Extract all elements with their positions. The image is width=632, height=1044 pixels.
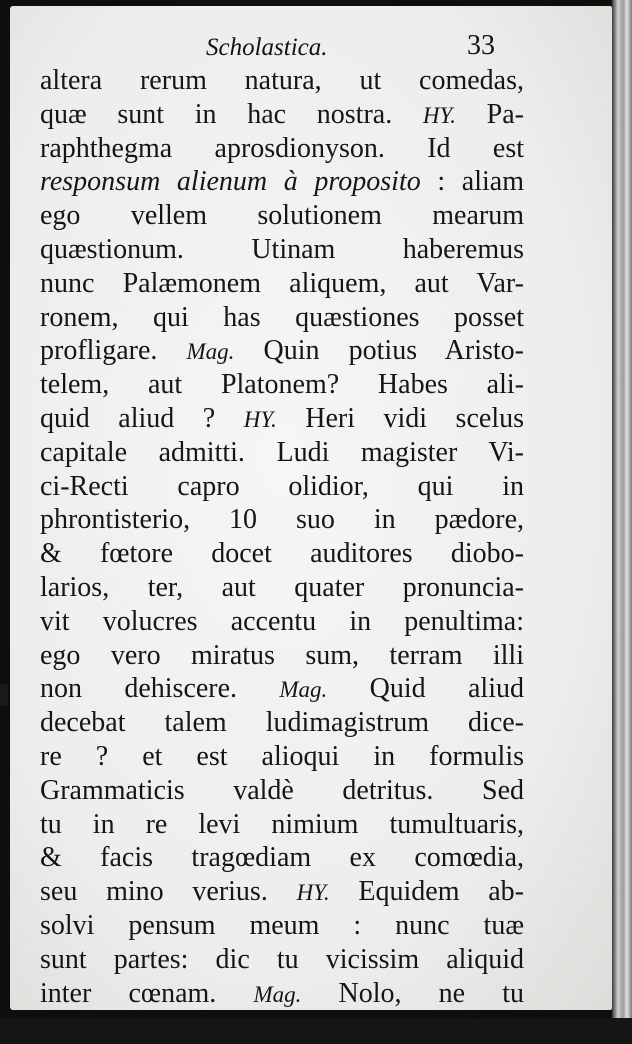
page-number: 33 (467, 30, 495, 61)
text-segment: vit volucres accentu in penultima: (40, 605, 524, 637)
text-segment: Nolo, ne tu (301, 977, 524, 1009)
text-line (40, 706, 524, 740)
text-segment: quid aliud ? (40, 402, 244, 434)
text-line (40, 639, 524, 673)
speaker-or-italic-text: HY. (243, 406, 277, 432)
text-segment: Heri vidi scelus (276, 402, 524, 434)
speaker-or-italic-text: Mag. (253, 981, 302, 1007)
text-line (40, 368, 524, 402)
speaker-or-italic-text: HY. (296, 880, 330, 906)
text-segment: Quin potius Aristo- (234, 335, 524, 367)
page-edge (612, 0, 632, 1018)
text-segment: Grammaticis valdè detritus. Sed (40, 774, 524, 806)
text-line (40, 267, 524, 301)
text-segment: inter cœnam. (40, 977, 254, 1009)
text-line (40, 875, 524, 909)
text-line (40, 740, 524, 774)
text-segment: tu in re levi nimium tumultuaris, (40, 808, 524, 840)
text-line (40, 943, 524, 977)
text-line (40, 774, 524, 808)
text-line (40, 571, 524, 605)
text-segment: nunc Palæmonem aliquem, aut Var- (40, 267, 524, 299)
text-line (40, 436, 524, 470)
text-line (40, 402, 524, 436)
body-text (40, 64, 524, 1044)
text-segment: : aliam (420, 166, 524, 198)
text-segment: Quid aliud (327, 673, 524, 705)
text-line (40, 199, 524, 233)
text-line (40, 98, 524, 132)
text-line (40, 605, 524, 639)
speaker-or-italic-text: Mag. (279, 677, 328, 703)
text-segment: ego vero miratus sum, terram illi (40, 639, 524, 671)
text-line (40, 64, 524, 98)
text-segment: ego vellem solutionem mearum (40, 200, 524, 232)
catchword: mihi (472, 1011, 524, 1043)
text-segment: non dehiscere. (40, 673, 280, 705)
text-line (40, 233, 524, 267)
speaker-or-italic-text: HY. (422, 102, 456, 128)
text-segment: ci-Recti capro olidior, qui in (40, 470, 524, 502)
text-segment: Pa- (455, 98, 524, 130)
text-line (40, 841, 524, 875)
text-line (40, 165, 524, 199)
speaker-or-italic-text: responsum alienum à proposito (40, 166, 421, 198)
text-segment: re ? et est alioqui in formulis (40, 740, 524, 772)
text-segment: decebat talem ludimagistrum dice- (40, 707, 524, 739)
text-line (40, 132, 524, 166)
text-segment: profligare. (40, 335, 187, 367)
text-line (40, 672, 524, 706)
text-segment: ronem, qui has quæstiones posset (40, 301, 524, 333)
text-segment: Equidem ab- (329, 876, 525, 908)
text-segment: sunt partes: dic tu vicissim aliquid (40, 943, 524, 975)
margin-mark (0, 684, 8, 706)
book-page (10, 6, 612, 1043)
text-line (40, 301, 524, 335)
text-segment: seu mino verius. (40, 876, 297, 908)
text-segment: solvi pensum meum : nunc tuæ (40, 909, 524, 941)
text-segment: larios, ter, aut quater pronuncia- (40, 571, 524, 603)
text-line (40, 909, 524, 943)
text-line (40, 503, 524, 537)
text-segment: raphthegma aprosdionyson. Id est (40, 132, 524, 164)
text-segment: & fœtore docet auditores diobo- (40, 538, 524, 570)
text-line (40, 470, 524, 504)
text-segment: telem, aut Platonem? Habes ali- (40, 369, 524, 401)
text-line (40, 977, 524, 1011)
text-segment: capitale admitti. Ludi magister Vi- (40, 436, 524, 468)
text-segment: altera rerum natura, ut comedas, (40, 65, 524, 96)
text-segment: quæ sunt in hac nostra. (40, 98, 423, 130)
running-head-title: Scholastica. (206, 34, 328, 61)
text-segment: & facis tragœdiam ex comœdia, (40, 842, 524, 874)
text-segment: quæstionum. Utinam haberemus (40, 233, 524, 265)
text-line (40, 334, 524, 368)
speaker-or-italic-text: Mag. (186, 339, 235, 365)
running-head (10, 28, 612, 68)
text-line (40, 537, 524, 571)
text-segment: phrontisterio, 10 suo in pædore, (40, 504, 524, 536)
text-line (40, 808, 524, 842)
